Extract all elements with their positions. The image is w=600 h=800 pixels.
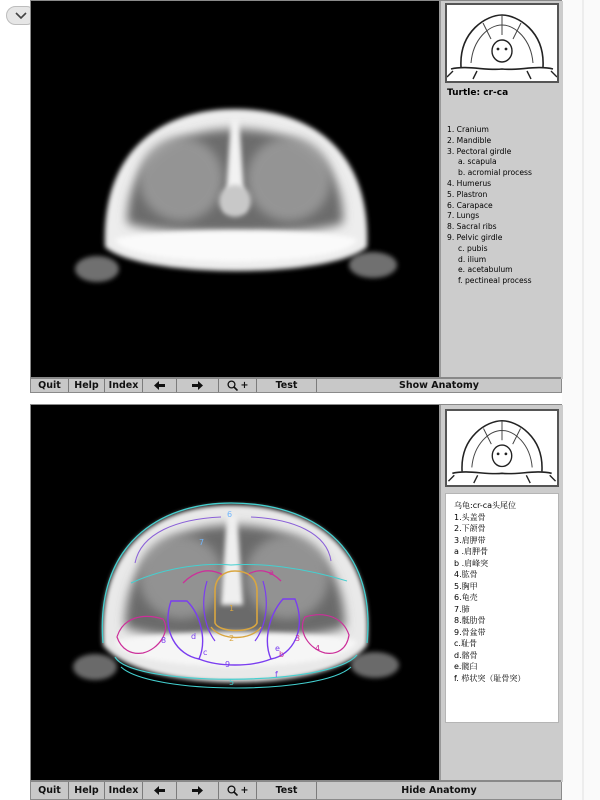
overlay-label: d (191, 632, 197, 641)
right-arrow-icon (192, 381, 203, 390)
legend-item: e. acetabulum (458, 265, 513, 275)
test-button[interactable]: Test (257, 782, 317, 799)
toolbar (31, 377, 561, 392)
legend-item: a. scapula (458, 157, 497, 167)
legend-item: 4.肱骨 (454, 570, 478, 579)
overlay-label: a (269, 568, 274, 577)
help-button[interactable]: Help (69, 782, 105, 799)
turtle-xray-annotated-image (31, 405, 439, 782)
legend-item: 3.肩胛带 (454, 535, 486, 545)
zoom-in-button[interactable] (219, 379, 257, 392)
zoom-plus-label: + (240, 380, 249, 391)
show-anatomy-button[interactable]: Show Anatomy (399, 380, 479, 391)
overlay-label: 9 (225, 660, 231, 669)
quit-button[interactable]: Quit (31, 782, 69, 799)
legend-item: 9.骨盆带 (454, 627, 486, 637)
overlay-label: c (203, 648, 208, 657)
legend-item: 1.头盖骨 (454, 512, 486, 522)
legend-item: c. pubis (458, 243, 488, 253)
next-button[interactable] (177, 782, 219, 799)
legend-item: 2. Mandible (447, 135, 492, 145)
index-button[interactable]: Index (105, 782, 143, 799)
legend-item: 6.龟壳 (454, 593, 478, 602)
overlay-label: 2 (229, 634, 235, 643)
zoom-in-button[interactable] (219, 782, 257, 799)
overlay-label: 5 (229, 678, 235, 687)
overlay-label: 8 (161, 636, 167, 645)
legend-item: 6. Carapace (447, 200, 493, 210)
image-title: 乌龟:cr-ca头尾位 (454, 501, 517, 510)
toolbar (31, 780, 561, 799)
next-button[interactable] (177, 379, 219, 392)
left-arrow-icon (154, 786, 165, 795)
overlay-label: e (275, 644, 280, 653)
legend-item: f. 栉状突（耻骨突） (454, 673, 526, 683)
xray-viewer-annotated[interactable] (31, 405, 439, 782)
legend-item: e.髋臼 (454, 662, 478, 671)
turtle-thumbnail[interactable] (445, 409, 559, 487)
previous-button[interactable] (143, 782, 177, 799)
overlay-label: 1 (229, 604, 235, 613)
turtle-drawing-icon (447, 411, 557, 485)
xray-window-annotated (30, 404, 562, 800)
magnifier-icon (227, 785, 238, 796)
help-button[interactable]: Help (69, 379, 105, 392)
test-button[interactable]: Test (257, 379, 317, 392)
legend-item: 1. Cranium (447, 125, 489, 134)
xray-viewer[interactable] (31, 1, 439, 379)
legend-item: d.髂骨 (454, 650, 478, 660)
turtle-thumbnail[interactable] (445, 3, 559, 83)
legend-item: f. pectineal process (458, 276, 532, 286)
overlay-label: 3 (295, 634, 301, 643)
legend-item: 8.骶肋骨 (454, 616, 486, 625)
turtle-drawing-icon (447, 5, 557, 81)
overlay-label: 6 (227, 510, 233, 519)
legend-item: 5.胸甲 (454, 581, 478, 591)
legend-item: b. acromial process (458, 168, 532, 178)
legend-item: 9. Pelvic girdle (447, 232, 503, 242)
turtle-xray-image (31, 1, 439, 379)
overlay-label: b (279, 650, 285, 659)
quit-button[interactable]: Quit (31, 379, 69, 392)
legend-item: 3. Pectoral girdle (447, 146, 512, 156)
right-gutter (562, 0, 600, 800)
overlay-label: f (275, 670, 278, 679)
magnifier-icon (227, 380, 238, 391)
legend-item: d. ilium (458, 254, 487, 264)
side-panel (439, 1, 563, 379)
left-arrow-icon (154, 381, 165, 390)
right-arrow-icon (192, 786, 203, 795)
index-button[interactable]: Index (105, 379, 143, 392)
right-divider (582, 0, 584, 800)
hide-anatomy-button[interactable]: Hide Anatomy (401, 785, 477, 796)
side-panel (439, 405, 563, 782)
legend-item: 4. Humerus (447, 178, 492, 188)
legend-item: a .肩胛骨 (454, 547, 488, 556)
anatomy-legend-panel (445, 493, 559, 723)
legend-item: 7. Lungs (447, 211, 480, 221)
legend-item: 7.肺 (454, 604, 470, 614)
image-title: Turtle: cr-ca (447, 88, 509, 98)
overlay-label: 7 (199, 538, 205, 547)
legend-item: 5. Plastron (447, 189, 488, 199)
xray-window-plain (30, 0, 562, 393)
legend-item: c.耻骨 (454, 639, 477, 648)
legend-item: b .肩峰突 (454, 558, 489, 568)
legend-item: 8. Sacral ribs (447, 222, 497, 232)
chevron-down-icon (15, 12, 27, 19)
previous-button[interactable] (143, 379, 177, 392)
legend-item: 2.下颌骨 (454, 524, 486, 533)
anatomy-legend (447, 125, 561, 287)
overlay-label: 4 (315, 644, 321, 653)
zoom-plus-label: + (240, 785, 249, 796)
